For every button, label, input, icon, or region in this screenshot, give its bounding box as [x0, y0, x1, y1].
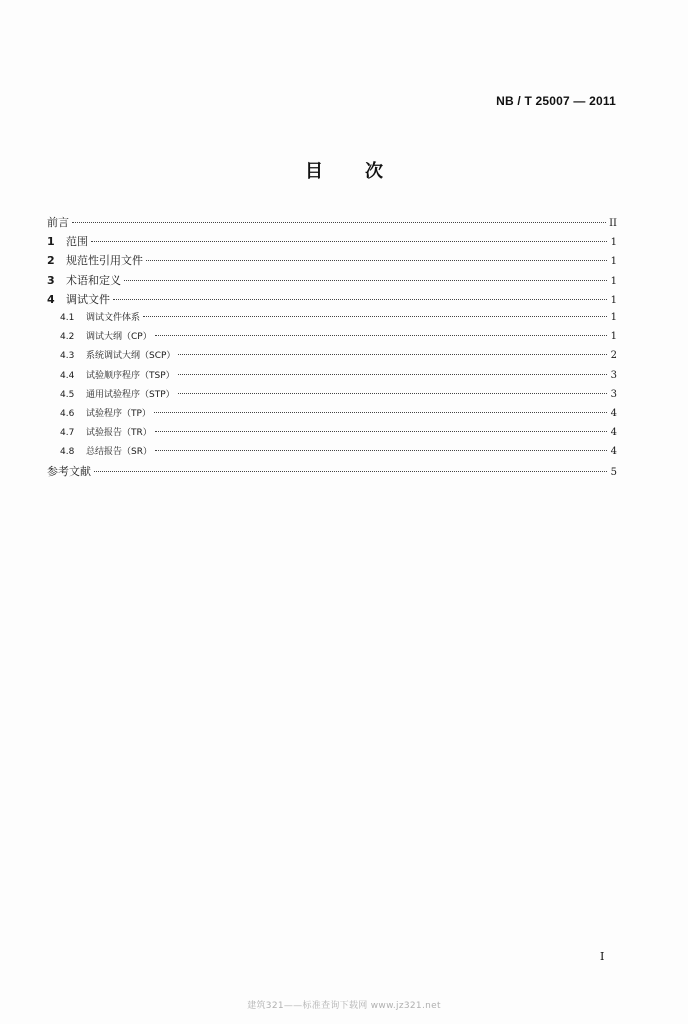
toc-entry-page: 3 [610, 388, 617, 400]
toc-entry[interactable] [47, 233, 617, 252]
toc-entry-label: 总结报告（SR） [86, 447, 152, 458]
toc-entry[interactable] [47, 252, 617, 271]
toc-entry-page: 1 [610, 256, 617, 268]
toc-entry-page: 1 [610, 294, 617, 306]
toc-entry-label: 试验顺序程序（TSP） [86, 370, 175, 381]
toc-dot-leader [178, 374, 607, 375]
toc-entry[interactable] [47, 348, 617, 367]
toc-entry[interactable] [47, 463, 617, 482]
toc-entry[interactable] [47, 329, 617, 348]
table-of-contents [47, 214, 617, 483]
toc-entry-number: 4.1 [60, 312, 75, 323]
toc-dot-leader [178, 354, 607, 355]
toc-entry[interactable] [47, 406, 617, 425]
toc-entry[interactable] [47, 368, 617, 387]
toc-entry[interactable] [47, 310, 617, 329]
toc-entry-label: 系统调试大纲（SCP） [86, 351, 176, 362]
toc-dot-leader [94, 471, 607, 472]
toc-entry[interactable] [47, 291, 617, 310]
toc-entry-number: 4 [47, 292, 55, 306]
toc-entry[interactable] [47, 444, 617, 463]
toc-entry-number: 2 [47, 254, 55, 268]
toc-entry-page: 1 [610, 275, 617, 287]
toc-entry-page: II [609, 218, 617, 229]
toc-entry-page: 2 [610, 350, 617, 362]
toc-entry-page: 1 [610, 237, 617, 249]
toc-dot-leader [155, 450, 607, 451]
toc-entry-number: 4.2 [60, 332, 75, 343]
toc-dot-leader [146, 260, 607, 261]
toc-entry-page: 1 [610, 331, 617, 343]
toc-dot-leader [155, 335, 607, 336]
toc-entry-label: 试验程序（TP） [86, 408, 151, 419]
toc-dot-leader [178, 393, 607, 394]
toc-entry-label: 范围 [66, 235, 88, 249]
toc-entry-label: 参考文献 [47, 465, 91, 479]
toc-entry-number: 4.5 [60, 389, 75, 400]
toc-entry[interactable] [47, 214, 617, 233]
toc-entry-number: 4.7 [60, 428, 75, 439]
toc-entry[interactable] [47, 425, 617, 444]
toc-entry-number: 4.4 [60, 370, 75, 381]
toc-dot-leader [91, 241, 607, 242]
standard-code: NB / T 25007 — 2011 [496, 94, 616, 108]
watermark-text: 建筑321——标准查询下载网 www.jz321.net [247, 1001, 441, 1011]
toc-entry-number: 3 [47, 273, 55, 287]
toc-entry-label: 前言 [47, 216, 69, 229]
toc-entry[interactable] [47, 272, 617, 291]
toc-entry-label: 试验报告（TR） [86, 428, 152, 439]
toc-entry-page: 5 [610, 467, 617, 479]
toc-dot-leader [154, 412, 607, 413]
toc-entry-label: 调试大纲（CP） [86, 332, 152, 343]
toc-dot-leader [72, 222, 606, 223]
toc-title: 目次 [305, 161, 425, 182]
toc-entry-page: 4 [610, 427, 617, 439]
toc-entry-page: 1 [610, 311, 617, 323]
toc-dot-leader [143, 316, 607, 317]
toc-dot-leader [113, 299, 607, 300]
toc-entry-number: 4.3 [60, 351, 75, 362]
toc-entry-label: 调试文件体系 [86, 312, 141, 323]
page-number: I [600, 950, 605, 963]
toc-entry[interactable] [47, 387, 617, 406]
toc-entry-label: 术语和定义 [66, 273, 121, 287]
toc-entry-page: 4 [610, 446, 617, 458]
toc-entry-page: 3 [610, 369, 617, 381]
toc-entry-number: 4.6 [60, 408, 75, 419]
toc-dot-leader [124, 280, 607, 281]
toc-entry-label: 调试文件 [66, 292, 110, 306]
toc-entry-label: 通用试验程序（STP） [86, 389, 175, 400]
toc-entry-page: 4 [610, 407, 617, 419]
toc-entry-number: 4.8 [60, 447, 75, 458]
toc-entry-label: 规范性引用文件 [66, 254, 143, 268]
toc-entry-number: 1 [47, 235, 55, 249]
toc-dot-leader [155, 431, 607, 432]
